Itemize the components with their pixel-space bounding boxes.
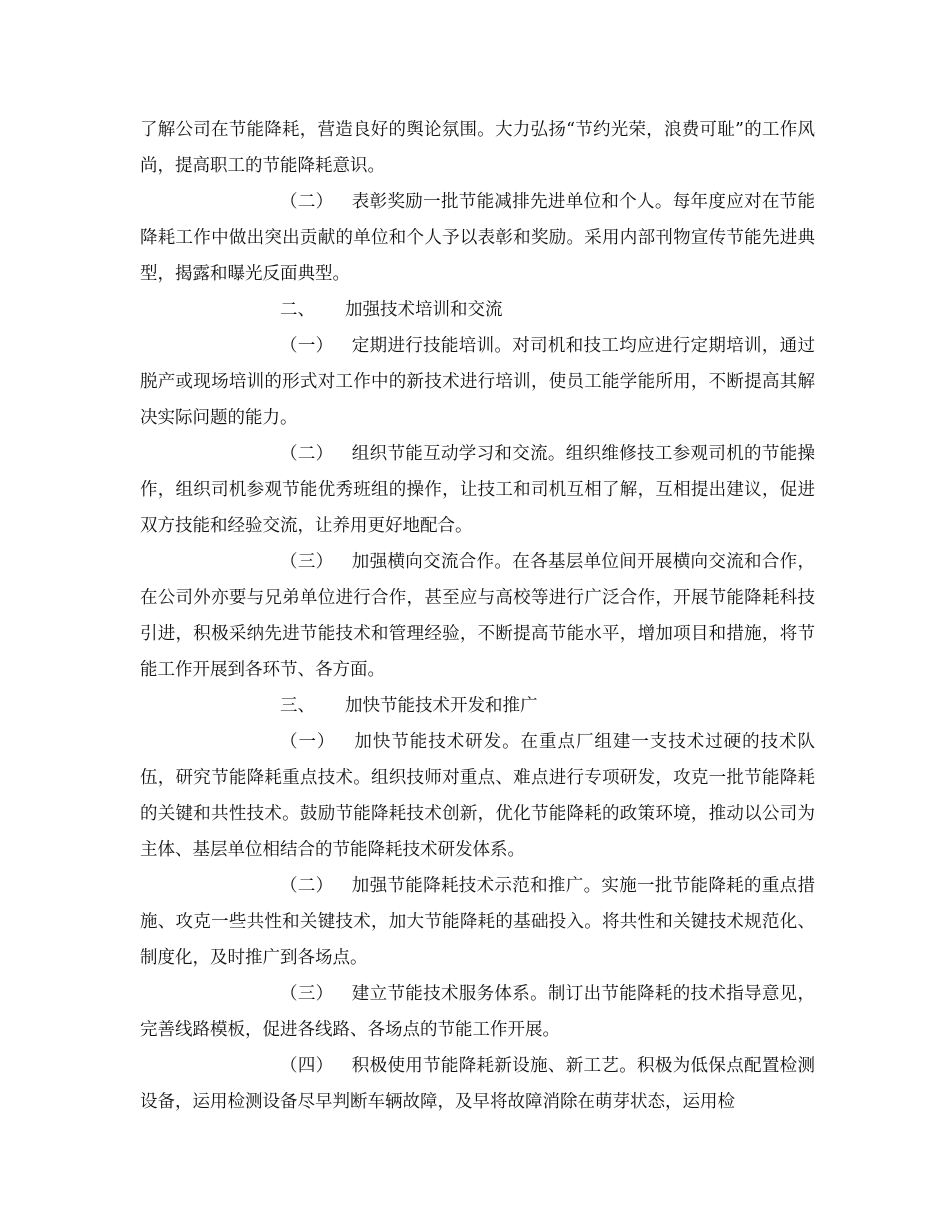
paragraph-label: （三） [280, 984, 334, 1004]
paragraph-sub-item [140, 724, 815, 868]
section-heading [140, 292, 815, 328]
section-heading [140, 688, 815, 724]
paragraph-text: 加快节能技术研发。在重点厂组建一支技术过硬的技术队伍，研究节能降耗重点技术。组织技师对重点、难点进行专项研发，攻克一批节能降耗的关键和共性技术。鼓励节能降耗技术创新，优化节能降耗的政策环境，推动以公司为主体、基层单位相结合的节能降耗技术研发体系。 [140, 732, 816, 860]
paragraph-label: （三） [280, 552, 334, 572]
paragraph-text: 定期进行技能培训。对司机和技工均应进行定期培训，通过脱产或现场培训的形式对工作中的新技术进行培训，使员工能学能所用，不断提高其解决实际问题的能力。 [140, 336, 815, 428]
paragraph-text: 加强节能降耗技术示范和推广。实施一批节能降耗的重点措施、攻克一些共性和关键技术，加大节能降耗的基础投入。将共性和关键技术规范化、制度化，及时推广到各场点。 [140, 876, 815, 968]
paragraph-continuation [140, 112, 815, 184]
paragraph-sub-item [140, 868, 815, 976]
paragraph-label: （四） [280, 1056, 334, 1076]
heading-number: 三、 [280, 696, 315, 716]
paragraph-label: （一） [280, 732, 336, 752]
paragraph-text: 积极使用节能降耗新设施、新工艺。积极为低保点配置检测设备，运用检测设备尽早判断车辆故障，及早将故障消除在萌芽状态，运用检 [140, 1056, 815, 1112]
heading-text: 加强技术培训和交流 [345, 300, 503, 320]
document-body [140, 112, 815, 1120]
paragraph-text: 了解公司在节能降耗，营造良好的舆论氛围。大力弘扬“节约光荣，浪费可耻”的工作风尚，提高职工的节能降耗意识。 [140, 120, 815, 176]
paragraph-sub-item [140, 1048, 815, 1120]
heading-number: 二、 [280, 300, 315, 320]
paragraph-text: 加强横向交流合作。在各基层单位间开展横向交流和合作，在公司外亦要与兄弟单位进行合作，甚至应与高校等进行广泛合作，开展节能降耗科技引进，积极采纳先进节能技术和管理经验，不断提高节能水平，增加项目和措施，将节能工作开展到各环节、各方面。 [140, 552, 815, 680]
paragraph-label: （二） [280, 444, 334, 464]
paragraph-sub-item [140, 976, 815, 1048]
paragraph-sub-item [140, 544, 815, 688]
paragraph-label: （一） [280, 336, 334, 356]
paragraph-text: 组织节能互动学习和交流。组织维修技工参观司机的节能操作，组织司机参观节能优秀班组的操作，让技工和司机互相了解，互相提出建议，促进双方技能和经验交流，让养用更好地配合。 [140, 444, 815, 536]
heading-text: 加快节能技术开发和推广 [345, 696, 538, 716]
paragraph-text: 建立节能技术服务体系。制订出节能降耗的技术指导意见，完善线路模板，促进各线路、各场点的节能工作开展。 [140, 984, 815, 1040]
paragraph-sub-item [140, 436, 815, 544]
paragraph-sub-item [140, 328, 815, 436]
paragraph-label: （二） [280, 876, 334, 896]
paragraph-sub-item [140, 184, 815, 292]
paragraph-text: 表彰奖励一批节能减排先进单位和个人。每年度应对在节能降耗工作中做出突出贡献的单位和个人予以表彰和奖励。采用内部刊物宣传节能先进典型，揭露和曝光反面典型。 [140, 192, 815, 284]
paragraph-label: （二） [280, 192, 334, 212]
